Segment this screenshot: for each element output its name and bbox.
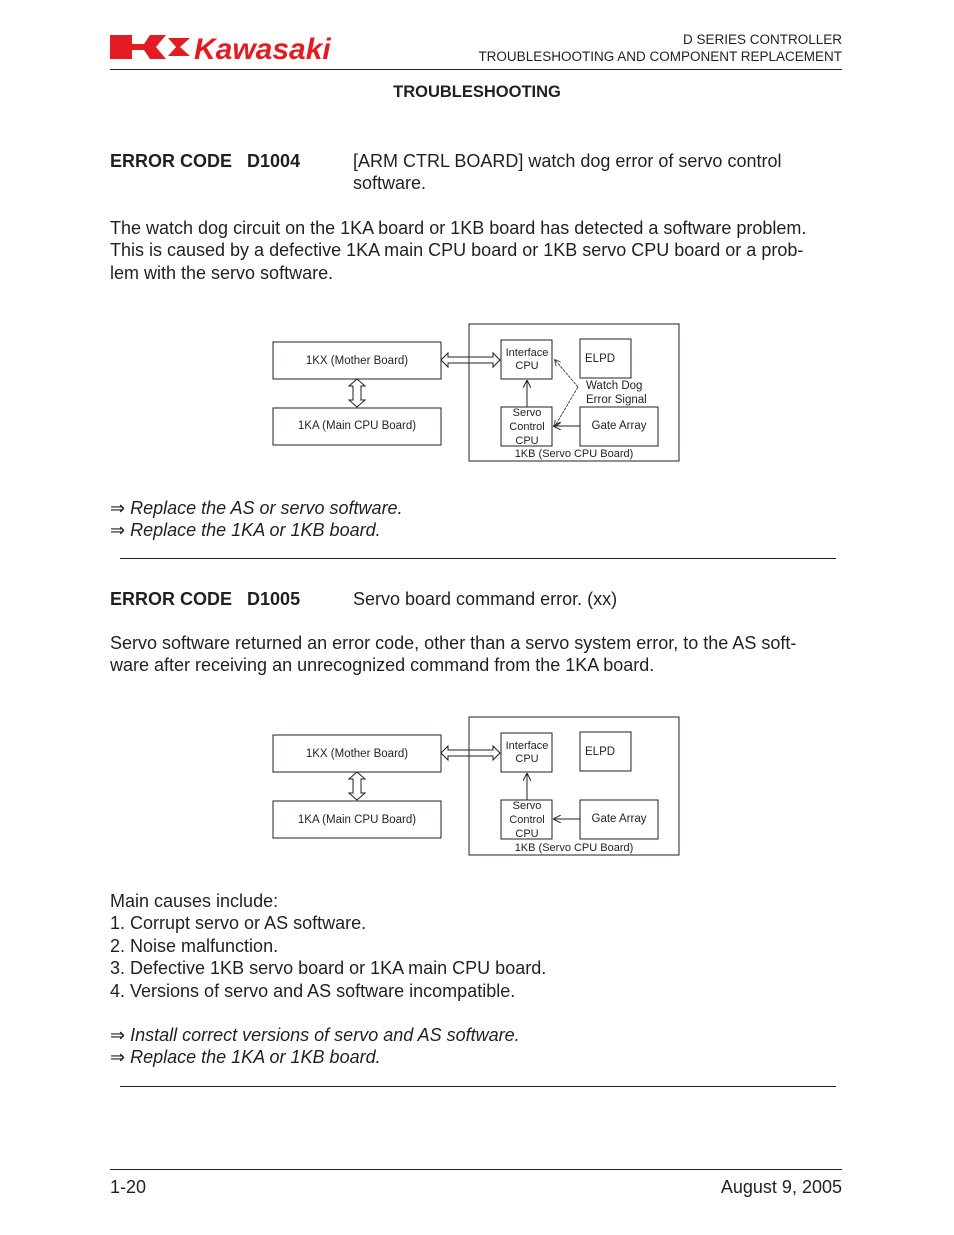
d2-main-cpu-label: 1KA (Main CPU Board) xyxy=(297,814,417,826)
d1-horizontal-bus-arrow xyxy=(441,353,500,367)
d2-interface-label-1: Interface xyxy=(505,740,549,752)
error1-title-2: software. xyxy=(353,173,427,193)
footer-date: August 9, 2005 xyxy=(720,1177,842,1197)
causes-title: Main causes include: xyxy=(110,891,279,911)
cause-item: 1. Corrupt servo or AS software. xyxy=(110,913,367,933)
separator-1 xyxy=(120,558,836,559)
diagram1 xyxy=(260,318,690,468)
d1-mother-label: 1KX (Mother Board) xyxy=(305,355,409,367)
d1-interface-label-2: CPU xyxy=(515,360,539,372)
cause-item: 2. Noise malfunction. xyxy=(110,936,279,956)
d1-watchdog-signal xyxy=(555,360,578,426)
d2-servo-label-3: CPU xyxy=(515,828,539,840)
error2-title: Servo board command error. (xx) xyxy=(353,589,618,609)
error2-desc-1: Servo software returned an error code, other than a servo system error, to the AS soft- xyxy=(110,633,797,653)
error1-desc-3: lem with the servo software. xyxy=(110,263,334,283)
d2-servo-board-label: 1KB (Servo CPU Board) xyxy=(514,842,634,854)
d1-interface-label-1: Interface xyxy=(505,347,549,359)
d2-mother-label: 1KX (Mother Board) xyxy=(305,748,409,760)
d2-horizontal-bus-arrow xyxy=(441,746,500,760)
svg-text:Kawasaki: Kawasaki xyxy=(194,33,331,62)
d1-elpd-label: ELPD xyxy=(585,353,616,365)
error1-remedy-1: ⇒ Replace the AS or servo software. xyxy=(110,498,403,518)
d1-servo-label-3: CPU xyxy=(515,435,539,447)
error1-desc-1: The watch dog circuit on the 1KA board or 1KB board has detected a software problem. xyxy=(110,218,807,238)
header-subtitle: TROUBLESHOOTING AND COMPONENT REPLACEMENT xyxy=(478,49,842,64)
error2-remedy-1: ⇒ Install correct versions of servo and AS software. xyxy=(110,1025,520,1045)
page-number: 1-20 xyxy=(110,1177,147,1197)
d1-servo-label-2: Control xyxy=(509,421,545,433)
cause-item: 4. Versions of servo and AS software incompatible. xyxy=(110,981,516,1001)
d2-interface-label-2: CPU xyxy=(515,753,539,765)
remedy-arrow-icon: ⇒ xyxy=(110,520,126,540)
error1-remedy-2: ⇒ Replace the 1KA or 1KB board. xyxy=(110,520,381,540)
d1-gate-array-label: Gate Array xyxy=(591,420,647,432)
error1-code-label: ERROR CODE D1004 xyxy=(110,151,301,171)
error2-remedy-2: ⇒ Replace the 1KA or 1KB board. xyxy=(110,1047,381,1067)
remedy-arrow-icon: ⇒ xyxy=(110,1047,126,1067)
remedy-arrow-icon: ⇒ xyxy=(110,1025,126,1045)
d2-vertical-bus-arrow xyxy=(349,772,365,800)
footer-rule xyxy=(110,1169,842,1170)
remedy-arrow-icon: ⇒ xyxy=(110,498,126,518)
error1-desc-2: This is caused by a defective 1KA main CPU board or 1KB servo CPU board or a prob- xyxy=(110,240,804,260)
header-series: D SERIES CONTROLLER xyxy=(682,32,842,47)
cause-item: 3. Defective 1KB servo board or 1KA main CPU board. xyxy=(110,958,547,978)
separator-2 xyxy=(120,1086,836,1087)
d2-servo-label-1: Servo xyxy=(512,800,542,812)
d1-servo-board-label: 1KB (Servo CPU Board) xyxy=(514,448,634,460)
d2-gate-array-label: Gate Array xyxy=(591,813,647,825)
d1-main-cpu-label: 1KA (Main CPU Board) xyxy=(297,420,417,432)
error2-code: D1005 xyxy=(247,589,301,609)
d1-watchdog-label-2: Error Signal xyxy=(586,394,647,406)
section-title: TROUBLESHOOTING xyxy=(393,83,561,101)
d1-vertical-bus-arrow xyxy=(349,379,365,407)
error2-desc-2: ware after receiving an unrecognized command from the 1KA board. xyxy=(110,655,655,675)
kawasaki-logo-graphic xyxy=(110,32,388,62)
kawasaki-logo xyxy=(110,32,388,62)
error1-code: D1004 xyxy=(247,151,301,171)
header-rule xyxy=(110,69,842,70)
d2-elpd-label: ELPD xyxy=(585,746,616,758)
d2-servo-label-2: Control xyxy=(509,814,545,826)
d1-watchdog-label-1: Watch Dog xyxy=(586,380,643,392)
error2-code-label: ERROR CODE D1005 xyxy=(110,589,301,609)
diagram2 xyxy=(260,711,690,861)
error1-title-1: [ARM CTRL BOARD] watch dog error of servo control xyxy=(353,151,782,171)
d1-servo-label-1: Servo xyxy=(512,407,542,419)
